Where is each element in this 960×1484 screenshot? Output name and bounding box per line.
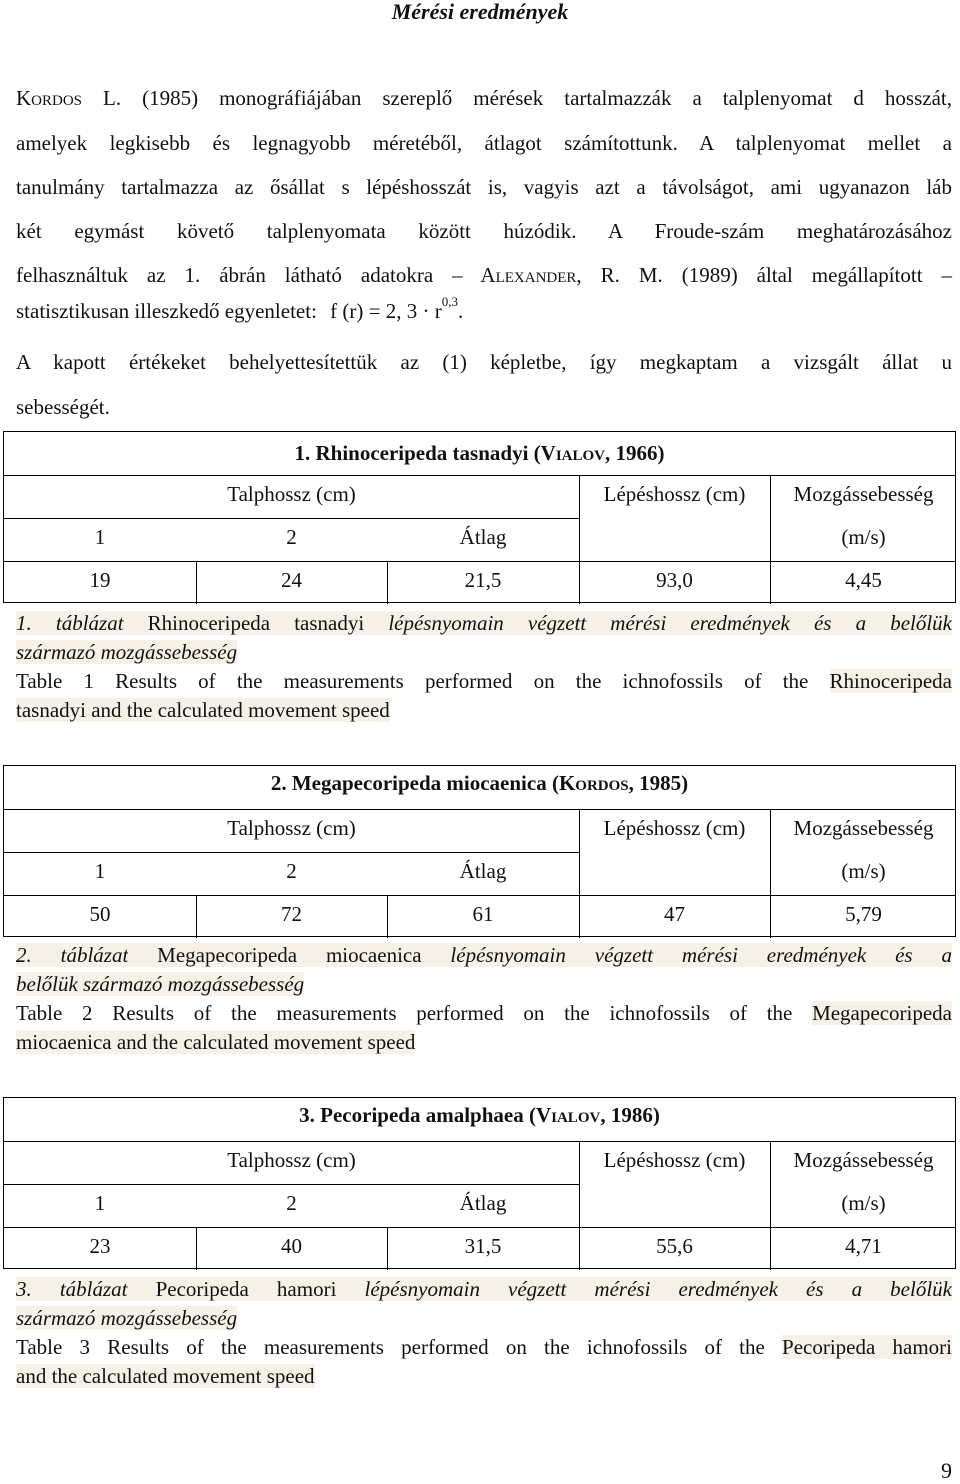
caption-text: lépésnyomain végzett mérési eredmények és a belőlük [388,611,953,635]
table-title-part: 1. Rhinoceripeda tasnadyi (V [294,441,556,465]
equation-line [16,294,464,324]
table-2-title [4,768,955,798]
caption-en-text: Table 2 Results of the measurements performed on the ichnofossils of the [16,1001,813,1025]
table-2-caption [16,941,952,1057]
caption-hu-line-1 [16,1275,952,1304]
divider [4,518,579,519]
header-lepeshossz: Lépéshossz (cm) [603,816,746,840]
table-title-part: , 1966) [605,441,665,465]
caption-hu-line-1 [16,609,952,638]
caption-en-line-2 [16,1362,952,1391]
intro-line-5-a: felhasználtuk az 1. ábrán látható adatokra – A [16,263,496,287]
value-2: 72 [281,902,302,926]
caption-hu-line-2 [16,638,952,667]
table-title-part: , 1985) [628,771,689,795]
divider [387,895,388,938]
divider [770,809,771,938]
divider [579,1141,580,1270]
table-title-part: 2. Megapecoripeda miocaenica (K [270,771,576,795]
caption-text: lépésnyomain végzett mérési eredmények és a belőlük [364,1277,952,1301]
header-mozgassebesseg: Mozgássebesség [793,816,934,840]
author-initial: K [16,86,32,110]
result-line-2: sebességét. [16,395,110,419]
intro-paragraph [16,84,952,290]
header-col-2: 2 [286,1191,297,1215]
intro-line-4: két egymást követő talplenyomata között húzódik. A Froude-szám meghatározásához [16,219,952,243]
value-atlag: 31,5 [464,1234,502,1258]
header-col-2: 2 [286,859,297,883]
value-lepeshossz: 47 [664,902,685,926]
header-col-1: 1 [94,859,106,883]
divider [4,1141,955,1142]
table-title-part: , 1986) [600,1103,660,1127]
divider [387,561,388,604]
intro-line-5-smallcaps: LEXANDER [495,270,577,286]
caption-text: származó mozgássebesség [16,1306,238,1330]
formula-exponent: 0,3 [441,294,458,309]
value-1: 50 [89,902,111,926]
caption-en-species: Pecoripeda hamori [782,1335,952,1359]
divider [770,1141,771,1270]
caption-text: származó mozgássebesség [16,640,238,664]
divider [4,809,955,810]
caption-en-text: Table 3 Results of the measurements performed on the ichnofossils of the [16,1335,783,1359]
table-3-title [4,1100,955,1130]
value-1: 23 [89,1234,111,1258]
caption-en-text: and the calculated movement speed [16,1364,315,1388]
caption-species: Megapecoripeda miocaenica [128,943,451,967]
value-mozgassebesseg: 4,45 [845,568,882,592]
value-atlag: 21,5 [464,568,502,592]
divider [579,809,580,938]
caption-en-line-1 [16,667,952,696]
value-atlag: 61 [472,902,494,926]
caption-en-species: Rhinoceripeda [829,669,952,693]
value-lepeshossz: 55,6 [656,1234,693,1258]
header-col-atlag: Átlag [459,859,507,883]
table-title-part: 3. Pecoripeda amalphaea (V [299,1103,552,1127]
result-line-1: A kapott értékeket behelyettesítettük az (1) képletbe, így megkaptam a vizsgált állat u [16,350,952,374]
header-talphossz: Talphossz (cm) [227,482,356,506]
value-2: 24 [281,568,302,592]
divider [4,852,579,853]
intro-line-2: amelyek legkisebb és legnagyobb méretéből, átlagot számítottunk. A talplenyomat mellet a [16,131,952,155]
formula-body: f (r) = 2, 3 · r [330,299,442,323]
caption-en-text: Table 1 Results of the measurements performed on the ichnofossils of the [16,669,830,693]
divider [770,475,771,604]
table-title-smallcaps: ORDOS [575,778,629,794]
header-talphossz: Talphossz (cm) [227,1148,356,1172]
header-lepeshossz: Lépéshossz (cm) [603,482,746,506]
caption-en-line-2 [16,696,952,725]
caption-label: 3. táblázat [16,1277,128,1301]
author-smallcaps: ORDOS [31,93,83,109]
table-1-caption [16,609,952,725]
header-mozgassebesseg: Mozgássebesség [793,482,934,506]
header-col-1: 1 [94,525,106,549]
header-unit: (m/s) [841,859,886,883]
caption-text: lépésnyomain végzett mérési eredmények és a [450,943,952,967]
table-1 [3,431,956,603]
table-title-smallcaps: IALOV [555,448,606,464]
page-heading: Mérési eredmények [391,0,569,24]
header-lepeshossz: Lépéshossz (cm) [603,1148,746,1172]
intro-line-5 [16,261,952,290]
caption-species: Rhinoceripeda tasnadyi [123,611,389,635]
caption-label: 1. táblázat [16,611,124,635]
froude-formula [330,294,464,323]
divider [196,1227,197,1270]
caption-species: Pecoripeda hamori [127,1277,365,1301]
header-col-1: 1 [94,1191,106,1215]
caption-text: belőlük származó mozgássebesség [16,972,305,996]
caption-en-line-1 [16,1333,952,1362]
value-2: 40 [281,1234,302,1258]
divider [196,895,197,938]
table-2 [3,765,956,937]
caption-hu-line-1 [16,941,952,970]
caption-hu-line-2 [16,1304,952,1333]
header-col-atlag: Átlag [459,525,507,549]
value-mozgassebesseg: 5,79 [845,902,882,926]
caption-en-text: miocaenica and the calculated movement speed [16,1030,416,1054]
caption-en-line-1 [16,999,952,1028]
divider [387,1227,388,1270]
caption-en-line-2 [16,1028,952,1057]
header-col-2: 2 [286,525,297,549]
header-talphossz: Talphossz (cm) [227,816,356,840]
value-mozgassebesseg: 4,71 [845,1234,882,1258]
formula-period: . [457,299,464,323]
result-paragraph [16,348,952,422]
header-unit: (m/s) [841,525,886,549]
header-unit: (m/s) [841,1191,886,1215]
header-col-atlag: Átlag [459,1191,507,1215]
divider [4,1227,955,1228]
table-3-caption [16,1275,952,1391]
caption-en-text: tasnadyi and the calculated movement speed [16,698,390,722]
divider [196,561,197,604]
caption-hu-line-2 [16,970,952,999]
intro-line-3: tanulmány tartalmazza az ősállat s lépéshosszát is, vagyis azt a távolságot, ami ugyanazon láb [16,175,952,199]
divider [4,561,955,562]
table-title-smallcaps: IALOV [551,1110,601,1126]
caption-en-species: Megapecoripeda [812,1001,952,1025]
caption-label: 2. táblázat [16,943,129,967]
divider [4,1184,579,1185]
divider [4,895,955,896]
page-number: 9 [941,1458,952,1483]
value-lepeshossz: 93,0 [656,568,693,592]
equation-label: statisztikusan illeszkedő egyenletet: [16,299,317,323]
table-3 [3,1097,956,1269]
intro-line-5-b: , R. M. (1989) által megállapított – [576,263,952,287]
divider [4,475,955,476]
header-mozgassebesseg: Mozgássebesség [793,1148,934,1172]
table-1-title [4,438,955,468]
divider [579,475,580,604]
intro-line-1 [16,84,952,129]
value-1: 19 [89,568,111,592]
intro-line-1-text: L. (1985) monográfiájában szereplő mérések tartalmazzák a talplenyomat d hosszát, [82,86,952,110]
